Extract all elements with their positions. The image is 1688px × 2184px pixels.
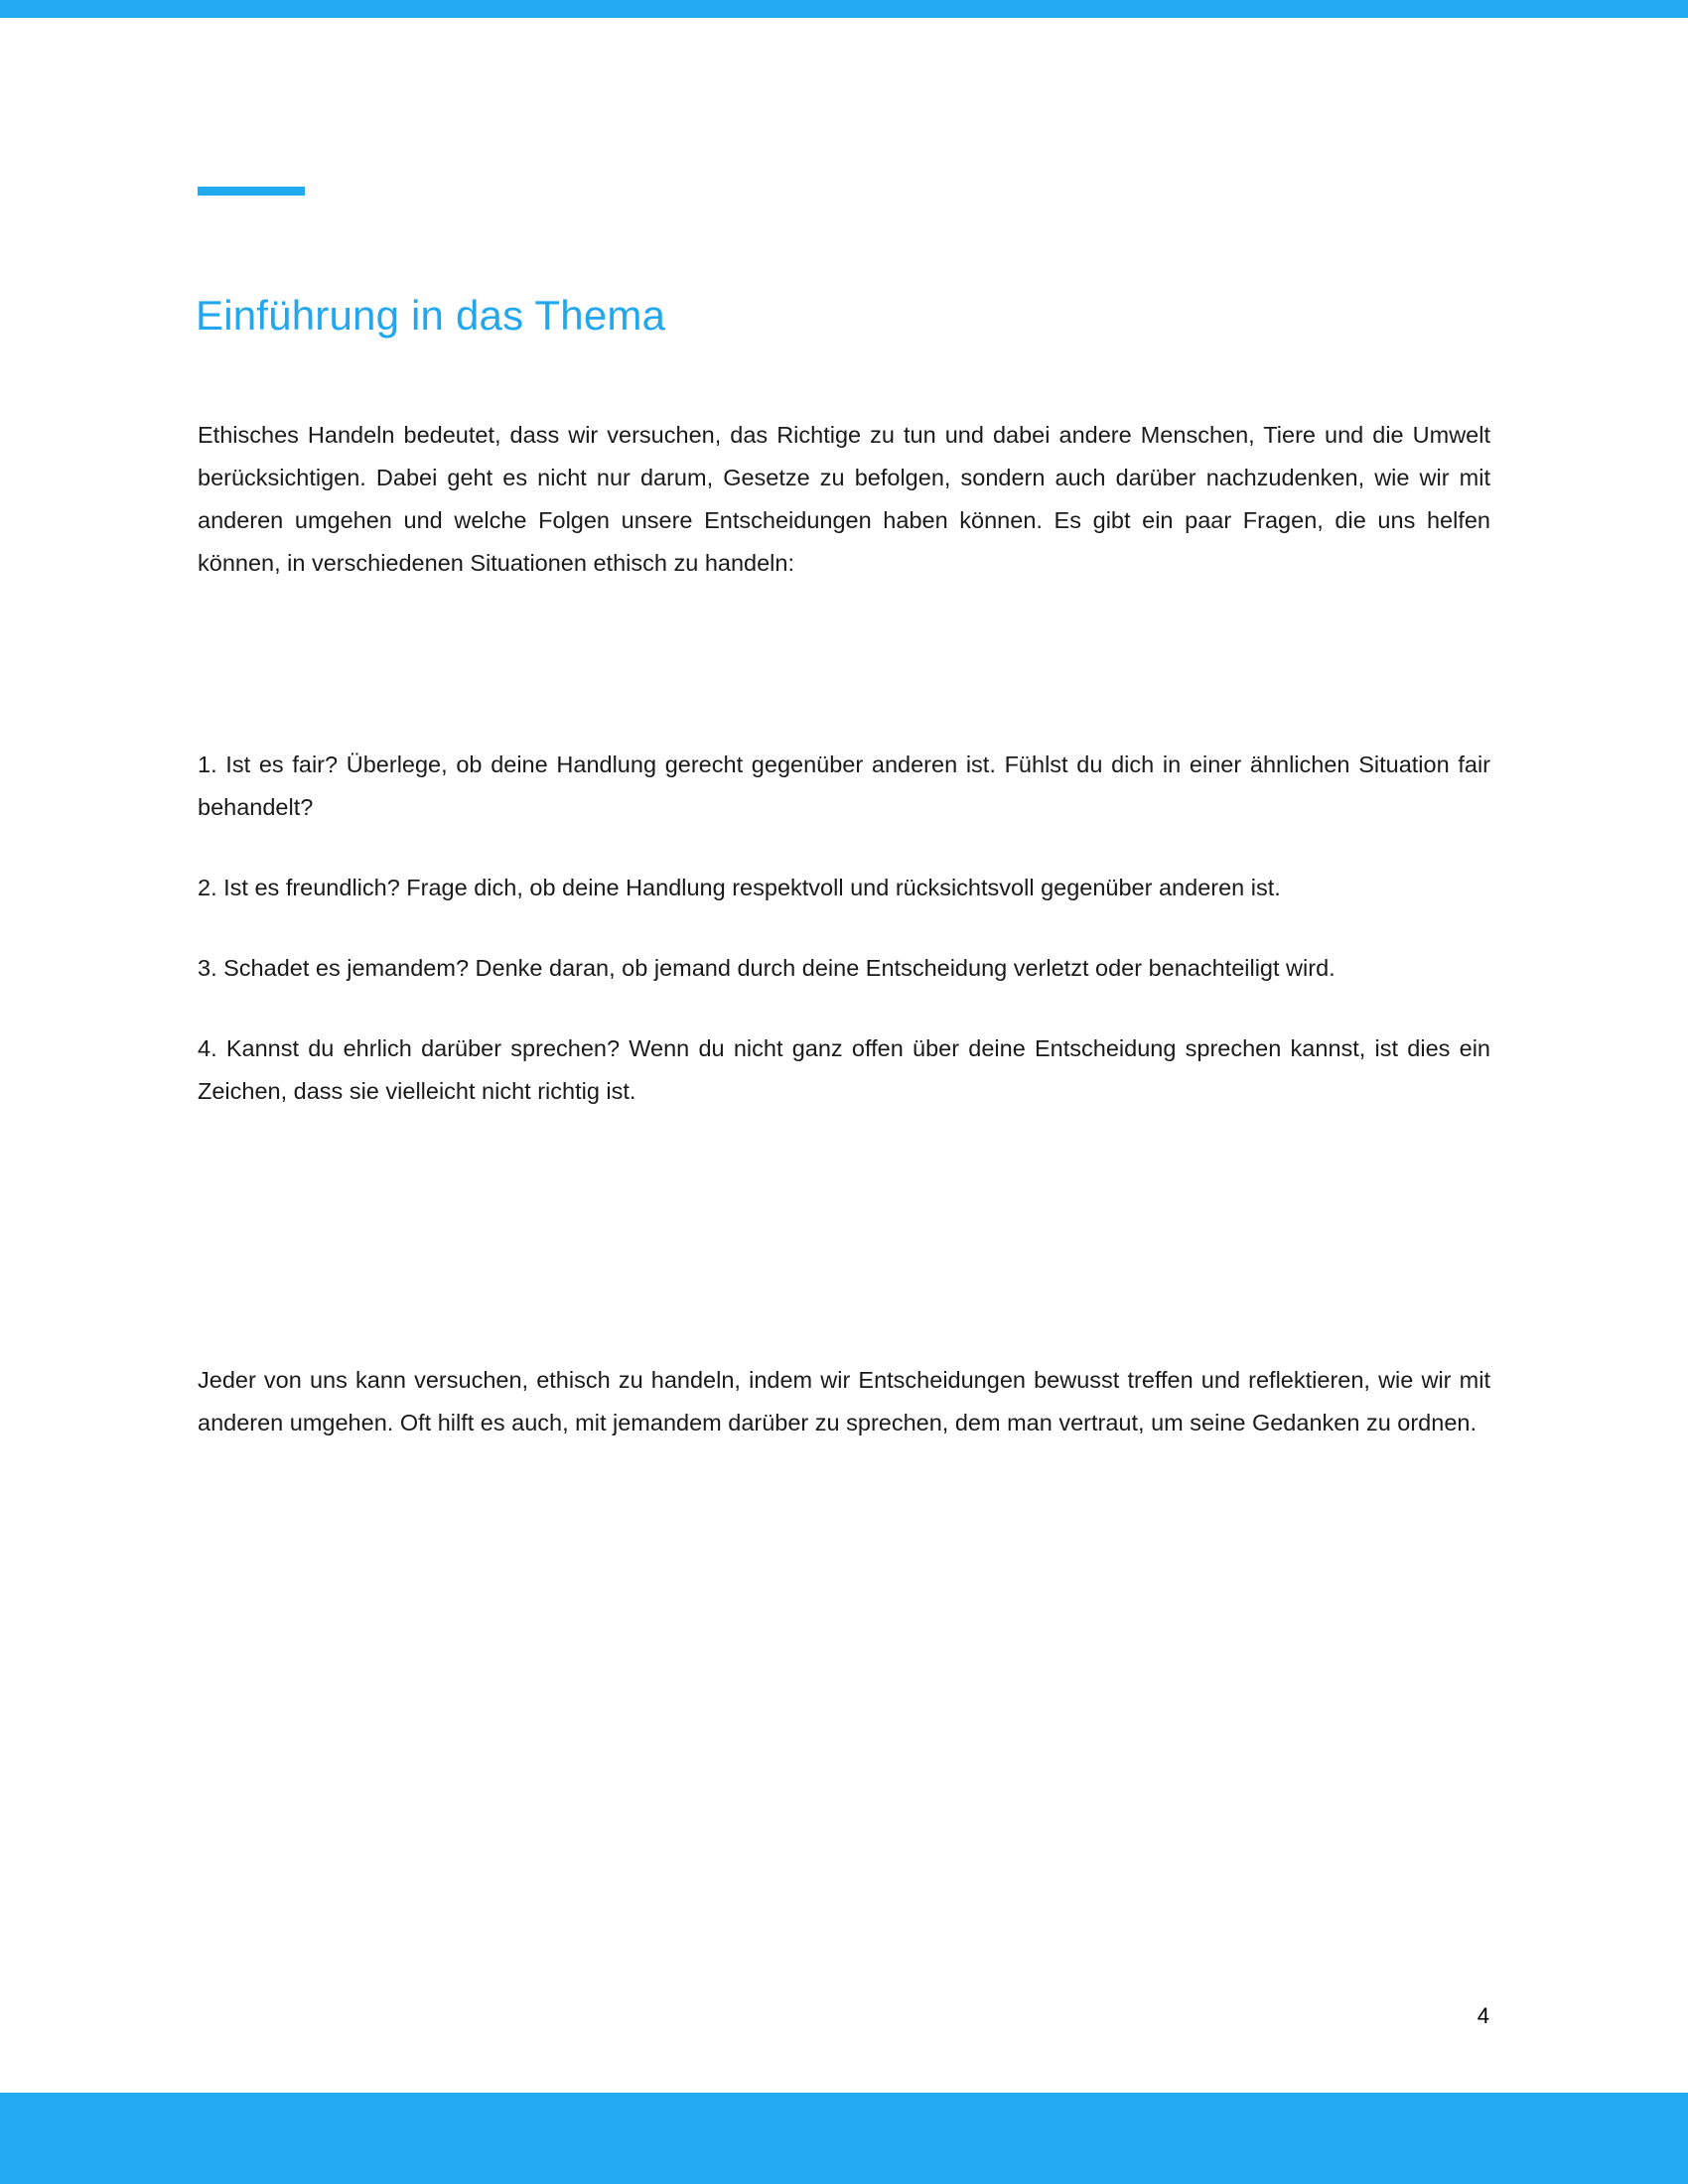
page-number: 4	[1477, 2003, 1489, 2028]
list-item: 4. Kannst du ehrlich darüber sprechen? Wenn du nicht ganz offen über deine Entscheidung sprechen kannst, ist dies ein Zeichen, dass sie vielleicht nicht richtig ist.	[198, 1035, 1490, 1104]
questions-list	[198, 744, 1490, 1113]
heading-accent-rule	[198, 187, 305, 196]
list-item: 1. Ist es fair? Überlege, ob deine Handlung gerecht gegenüber anderen ist. Fühlst du dich in einer ähnlichen Situation fair behandelt?	[198, 751, 1490, 820]
closing-paragraph: Jeder von uns kann versuchen, ethisch zu handeln, indem wir Entscheidungen bewusst treffen und reflektieren, wie wir mit anderen umgehen. Oft hilft es auch, mit jemandem darüber zu sprechen, dem man vertraut, um seine Gedanken zu ordnen.	[198, 1366, 1490, 1435]
page-title: Einführung in das Thema	[196, 292, 666, 339]
list-item: 3. Schadet es jemandem? Denke daran, ob jemand durch deine Entscheidung verletzt oder benachteiligt wird.	[198, 955, 1336, 981]
top-accent-bar	[0, 0, 1688, 18]
list-item: 2. Ist es freundlich? Frage dich, ob deine Handlung respektvoll und rücksichtsvoll gegenüber anderen ist.	[198, 875, 1281, 900]
intro-paragraph: Ethisches Handeln bedeutet, dass wir versuchen, das Richtige zu tun und dabei andere Menschen, Tiere und die Umwelt berücksichtigen. Dabei geht es nicht nur darum, Gesetze zu befolgen, sondern auch darüber nachzudenken, wie wir mit anderen umgehen und welche Folgen unsere Entscheidungen haben können. Es gibt ein paar Fragen, die uns helfen können, in verschiedenen Situationen ethisch zu handeln:	[198, 421, 1490, 576]
bottom-accent-bar	[0, 2093, 1688, 2184]
